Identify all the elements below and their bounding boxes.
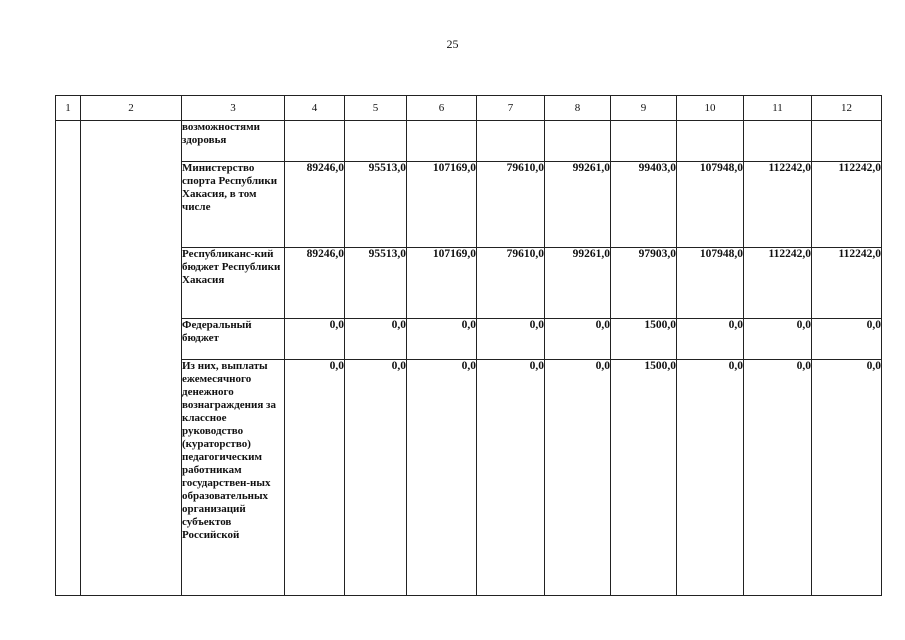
table-cell (285, 121, 345, 162)
table-cell: 99403,0 (611, 162, 677, 248)
table-cell: 0,0 (677, 360, 744, 596)
col1-cell (56, 121, 81, 596)
table-cell: 97903,0 (611, 248, 677, 319)
column-header: 1 (56, 96, 81, 121)
table-cell: 107169,0 (407, 248, 477, 319)
table-cell: 112242,0 (744, 248, 812, 319)
table-cell: 1500,0 (611, 360, 677, 596)
table-cell: 0,0 (345, 360, 407, 596)
table-cell: 112242,0 (812, 248, 882, 319)
row-label: Министерство спорта Республики Хакасия, в том числе (182, 162, 285, 248)
table-cell: 0,0 (677, 319, 744, 360)
row-label: возможностями здоровья (182, 121, 285, 162)
table-cell: 0,0 (812, 319, 882, 360)
column-header: 12 (812, 96, 882, 121)
page-number: 25 (446, 37, 459, 51)
table-cell: 0,0 (545, 319, 611, 360)
table-cell (345, 121, 407, 162)
table-cell: 0,0 (285, 319, 345, 360)
row-label: Федеральный бюджет (182, 319, 285, 360)
table-cell: 95513,0 (345, 248, 407, 319)
column-header: 11 (744, 96, 812, 121)
table-cell: 107169,0 (407, 162, 477, 248)
column-header: 8 (545, 96, 611, 121)
table-cell: 0,0 (744, 360, 812, 596)
table-cell: 79610,0 (477, 248, 545, 319)
table-cell: 0,0 (545, 360, 611, 596)
table-cell: 0,0 (744, 319, 812, 360)
row-label: Из них, выплаты ежемесячного денежного вознаграждения за классное руководство (кураторство) педагогическим работникам государствен-ных образовательных организаций субъектов Российской (182, 360, 285, 596)
header-row (56, 96, 882, 121)
table-row (56, 121, 882, 162)
column-header: 5 (345, 96, 407, 121)
table-cell (677, 121, 744, 162)
table-cell (611, 121, 677, 162)
table-cell (407, 121, 477, 162)
table-cell: 0,0 (345, 319, 407, 360)
table-cell: 0,0 (477, 360, 545, 596)
column-header: 10 (677, 96, 744, 121)
table-cell: 112242,0 (812, 162, 882, 248)
table-cell: 0,0 (407, 319, 477, 360)
table-cell: 112242,0 (744, 162, 812, 248)
col2-cell (81, 121, 182, 596)
table-cell: 89246,0 (285, 162, 345, 248)
table-cell: 89246,0 (285, 248, 345, 319)
column-header: 6 (407, 96, 477, 121)
table-cell: 79610,0 (477, 162, 545, 248)
table-cell: 95513,0 (345, 162, 407, 248)
table-cell: 107948,0 (677, 162, 744, 248)
table-cell (812, 121, 882, 162)
table-cell: 99261,0 (545, 162, 611, 248)
column-header: 4 (285, 96, 345, 121)
column-header: 9 (611, 96, 677, 121)
budget-table (55, 95, 882, 596)
table-cell: 0,0 (477, 319, 545, 360)
table-cell: 0,0 (812, 360, 882, 596)
table-cell: 0,0 (285, 360, 345, 596)
column-header: 7 (477, 96, 545, 121)
table-cell (545, 121, 611, 162)
row-label: Республиканс-кий бюджет Республики Хакасия (182, 248, 285, 319)
table-cell: 1500,0 (611, 319, 677, 360)
table-cell: 99261,0 (545, 248, 611, 319)
table-cell: 0,0 (407, 360, 477, 596)
table-cell: 107948,0 (677, 248, 744, 319)
column-header: 2 (81, 96, 182, 121)
table-cell (477, 121, 545, 162)
table-cell (744, 121, 812, 162)
column-header: 3 (182, 96, 285, 121)
